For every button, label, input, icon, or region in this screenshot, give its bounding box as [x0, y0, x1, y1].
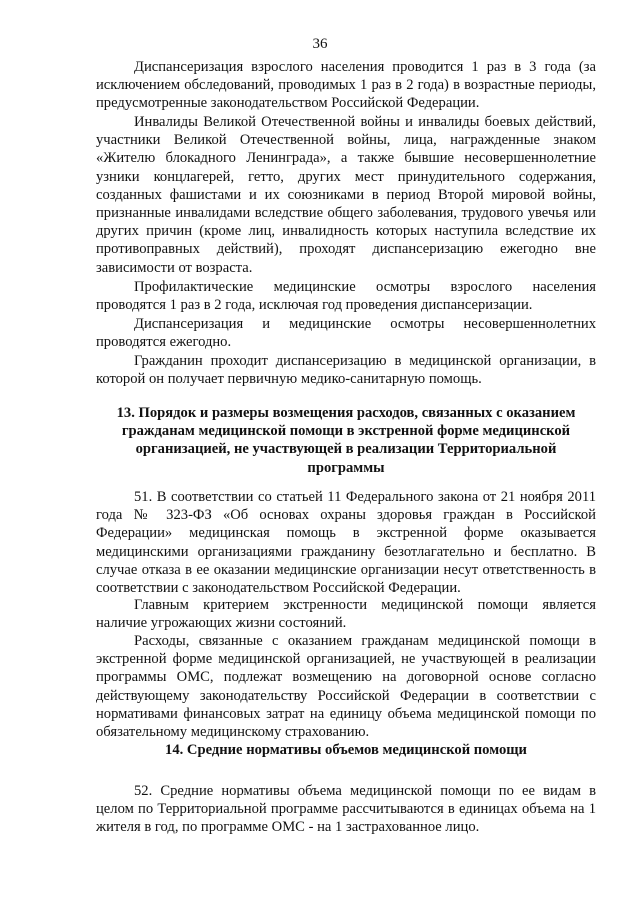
paragraph: 52. Средние нормативы объема медицинской помощи по ее видам в целом по Территориальной программе рассчитываются в единицах объема на 1 жителя в год, по программе ОМС - на 1 застрахованное лицо. — [96, 783, 596, 836]
paragraph: Диспансеризация взрослого населения проводится 1 раз в 3 года (за исключением обследований, проводимых 1 раз в 2 года) в возрастные периоды, предусмотренные законодательством Российской Федерации. — [96, 59, 596, 112]
paragraph: Расходы, связанные с оказанием гражданам медицинской помощи в экстренной форме медицинской организацией, не участвующей в реализации программы ОМС, подлежат возмещению на договорной основе согласно действующему законодательству Российской Федерации в соответствии с нормативами финансовых затрат на единицу объема медицинской помощи по обязательному медицинскому страхованию. — [96, 633, 596, 741]
paragraph: Инвалиды Великой Отечественной войны и инвалиды боевых действий, участники Великой Отечественной войны, лица, награжденные знаком «Жителю блокадного Ленинграда», а также бывшие несовершеннолетние узники концлагерей, гетто, других мест принудительного содержания, созданных фашистами и их союзниками в период Второй мировой войны, признанные инвалидами вследствие общего заболевания, трудового увечья или других причин (кроме лиц, инвалидность которых наступила вследствие их противоправных действий), проходят диспансеризацию ежегодно вне зависимости от возраста. — [96, 114, 596, 276]
section-heading: 14. Средние нормативы объемов медицинской помощи — [165, 742, 527, 758]
page-number: 36 — [312, 36, 328, 52]
paragraph: Главным критерием экстренности медицинской помощи является наличие угрожающих жизни состояний. — [96, 597, 596, 632]
paragraph: Диспансеризация и медицинские осмотры несовершеннолетних проводятся ежегодно. — [96, 316, 596, 351]
section-heading: 13. Порядок и размеры возмещения расходов, связанных с оказанием гражданам медицинской помощи в экстренной форме медицинской организацией, не участвующей в реализации Территориальной программы — [116, 405, 576, 476]
paragraph: 51. В соответствии со статьей 11 Федерального закона от 21 ноября 2011 года № 323-ФЗ «Об основах охраны здоровья граждан в Российской Федерации» медицинская помощь в экстренной форме оказывается медицинскими организациями гражданину безотлагательно и бесплатно. В случае отказа в ее оказании медицинские организации несут ответственность в соответствии с законодательством Российской Федерации. — [96, 489, 596, 597]
paragraph: Гражданин проходит диспансеризацию в медицинской организации, в которой он получает первичную медико-санитарную помощь. — [96, 353, 596, 388]
paragraph: Профилактические медицинские осмотры взрослого населения проводятся 1 раз в 2 года, исключая год проведения диспансеризации. — [96, 279, 596, 314]
